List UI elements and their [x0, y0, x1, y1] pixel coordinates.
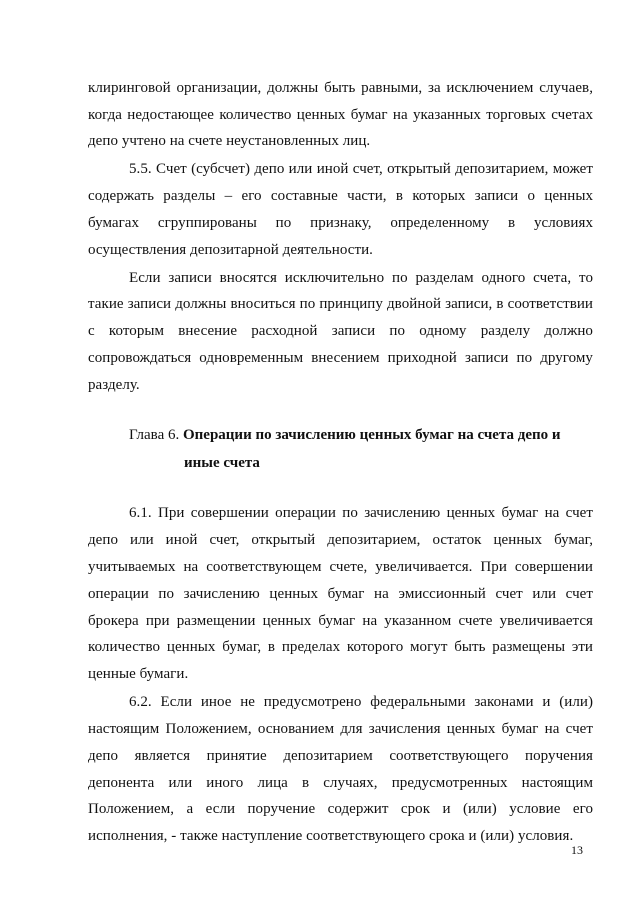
paragraph-6-2-line-6: исполнения, - также наступление соответствующего срока и (или) условия.	[88, 828, 574, 844]
chapter-title-part-2: иные счета	[184, 455, 260, 471]
paragraph-6-2-line-1: 6.2. Если иное не предусмотрено федеральными законами и (или)	[129, 694, 593, 710]
paragraph-sections-line-1: Если записи вносятся исключительно по разделам одного счета, то	[129, 270, 593, 286]
paragraph-6-1-line-3: учитываемых на соответствующем счете, увеличивается. При совершении	[88, 559, 593, 575]
paragraph-5-5-line-2: содержать разделы – его составные части, в которых записи о ценных	[88, 188, 593, 204]
paragraph-6-2-line-4: депонента или иного лица в случаях, предусмотренных настоящим	[88, 775, 593, 791]
chapter-heading-line-1	[129, 422, 561, 448]
paragraph-sections-line-4: сопровождаться одновременным внесением приходной записи по другому	[88, 350, 593, 366]
chapter-number: Глава 6.	[129, 427, 180, 443]
paragraph-5-4-line-3: депо учтено на счете неустановленных лиц.	[88, 133, 371, 149]
paragraph-6-2-line-3: депо является принятие депозитарием соответствующего поручения	[88, 748, 593, 764]
paragraph-6-1-line-5: брокера при размещении ценных бумаг на указанном счете увеличивается	[88, 613, 593, 629]
paragraph-sections-line-5: разделу.	[88, 377, 140, 393]
paragraph-6-1-line-1: 6.1. При совершении операции по зачислению ценных бумаг на счет	[129, 505, 593, 521]
paragraph-sections-line-3: с которым внесение расходной записи по одному разделу должно	[88, 323, 593, 339]
paragraph-6-1-line-2: депо или иной счет, открытый депозитарием, остаток ценных бумаг,	[88, 532, 593, 548]
paragraph-sections-line-2: такие записи должны вноситься по принципу двойной записи, в соответствии	[88, 296, 593, 312]
paragraph-5-5-line-1: 5.5. Счет (субсчет) депо или иной счет, открытый депозитарием, может	[129, 161, 593, 177]
paragraph-6-2-line-5: Положением, а если поручение содержит срок и (или) условие его	[88, 801, 593, 817]
paragraph-5-5-line-4: осуществления депозитарной деятельности.	[88, 242, 373, 258]
paragraph-5-5-line-3: бумагах сгруппированы по признаку, определенному в условиях	[88, 215, 593, 231]
paragraph-5-4-line-2: когда недостающее количество ценных бумаг на указанных торговых счетах	[88, 107, 593, 123]
paragraph-6-1-line-6: количество ценных бумаг, в пределах которого могут быть размещены эти	[88, 639, 593, 655]
paragraph-6-1-line-4: операции по зачислению ценных бумаг на эмиссионный счет или счет	[88, 586, 593, 602]
paragraph-6-2-line-2: настоящим Положением, основанием для зачисления ценных бумаг на счет	[88, 721, 593, 737]
paragraph-6-1-line-7: ценные бумаги.	[88, 666, 189, 682]
chapter-heading-line-2	[184, 450, 260, 476]
page-number: 13	[571, 843, 583, 857]
chapter-title-part-1: Операции по зачислению ценных бумаг на счета депо и	[182, 427, 561, 443]
paragraph-5-4-line-1: клиринговой организации, должны быть равными, за исключением случаев,	[88, 80, 593, 96]
